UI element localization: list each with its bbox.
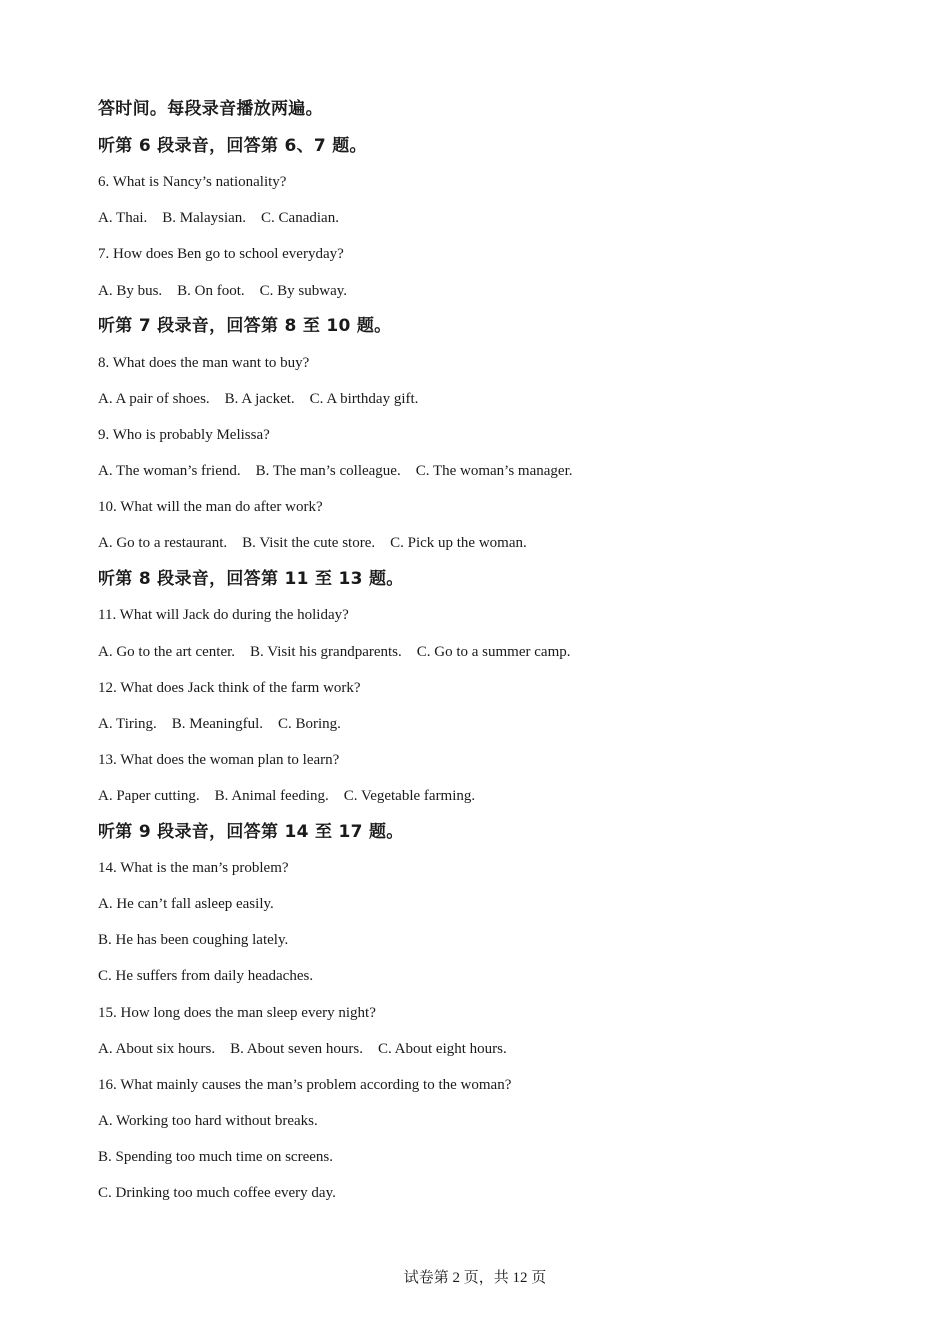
section-instruction: 答时间。每段录音播放两遍。: [98, 99, 323, 119]
question-text: 8. What does the man want to buy?: [98, 355, 310, 371]
answer-options: A. A pair of shoes. B. A jacket. C. A birthday gift.: [98, 391, 419, 407]
answer-option: C. He suffers from daily headaches.: [98, 968, 314, 984]
question-text: 14. What is the man’s problem?: [98, 860, 289, 876]
answer-option: C. Drinking too much coffee every day.: [98, 1185, 336, 1201]
answer-options: A. The woman’s friend. B. The man’s colleague. C. The woman’s manager.: [98, 463, 573, 479]
answer-option: B. He has been coughing lately.: [98, 932, 289, 948]
answer-options: A. Paper cutting. B. Animal feeding. C. Vegetable farming.: [98, 788, 476, 804]
answer-options: A. Thai. B. Malaysian. C. Canadian.: [98, 210, 339, 226]
section-heading: 听第 8 段录音，回答第 11 至 13 题。: [98, 569, 404, 589]
answer-options: A. Go to a restaurant. B. Visit the cute store. C. Pick up the woman.: [98, 535, 527, 551]
question-text: 10. What will the man do after work?: [98, 499, 323, 515]
question-text: 12. What does Jack think of the farm work?: [98, 680, 361, 696]
question-text: 15. How long does the man sleep every night?: [98, 1005, 376, 1021]
question-text: 13. What does the woman plan to learn?: [98, 752, 340, 768]
question-text: 16. What mainly causes the man’s problem according to the woman?: [98, 1077, 512, 1093]
section-heading: 听第 7 段录音，回答第 8 至 10 题。: [98, 316, 392, 336]
answer-option: A. Working too hard without breaks.: [98, 1113, 318, 1129]
answer-option: A. He can’t fall asleep easily.: [98, 896, 274, 912]
answer-option: B. Spending too much time on screens.: [98, 1149, 333, 1165]
question-text: 9. Who is probably Melissa?: [98, 427, 270, 443]
answer-options: A. Tiring. B. Meaningful. C. Boring.: [98, 716, 341, 732]
answer-options: A. By bus. B. On foot. C. By subway.: [98, 283, 348, 299]
question-text: 7. How does Ben go to school everyday?: [98, 246, 344, 262]
question-text: 11. What will Jack do during the holiday?: [98, 607, 349, 623]
question-text: 6. What is Nancy’s nationality?: [98, 174, 287, 190]
answer-options: A. Go to the art center. B. Visit his grandparents. C. Go to a summer camp.: [98, 644, 571, 660]
page-footer: 试卷第 2 页，共 12 页: [403, 1270, 547, 1286]
section-heading: 听第 6 段录音，回答第 6、7 题。: [98, 136, 367, 156]
section-heading: 听第 9 段录音，回答第 14 至 17 题。: [98, 822, 404, 842]
answer-options: A. About six hours. B. About seven hours. C. About eight hours.: [98, 1041, 507, 1057]
